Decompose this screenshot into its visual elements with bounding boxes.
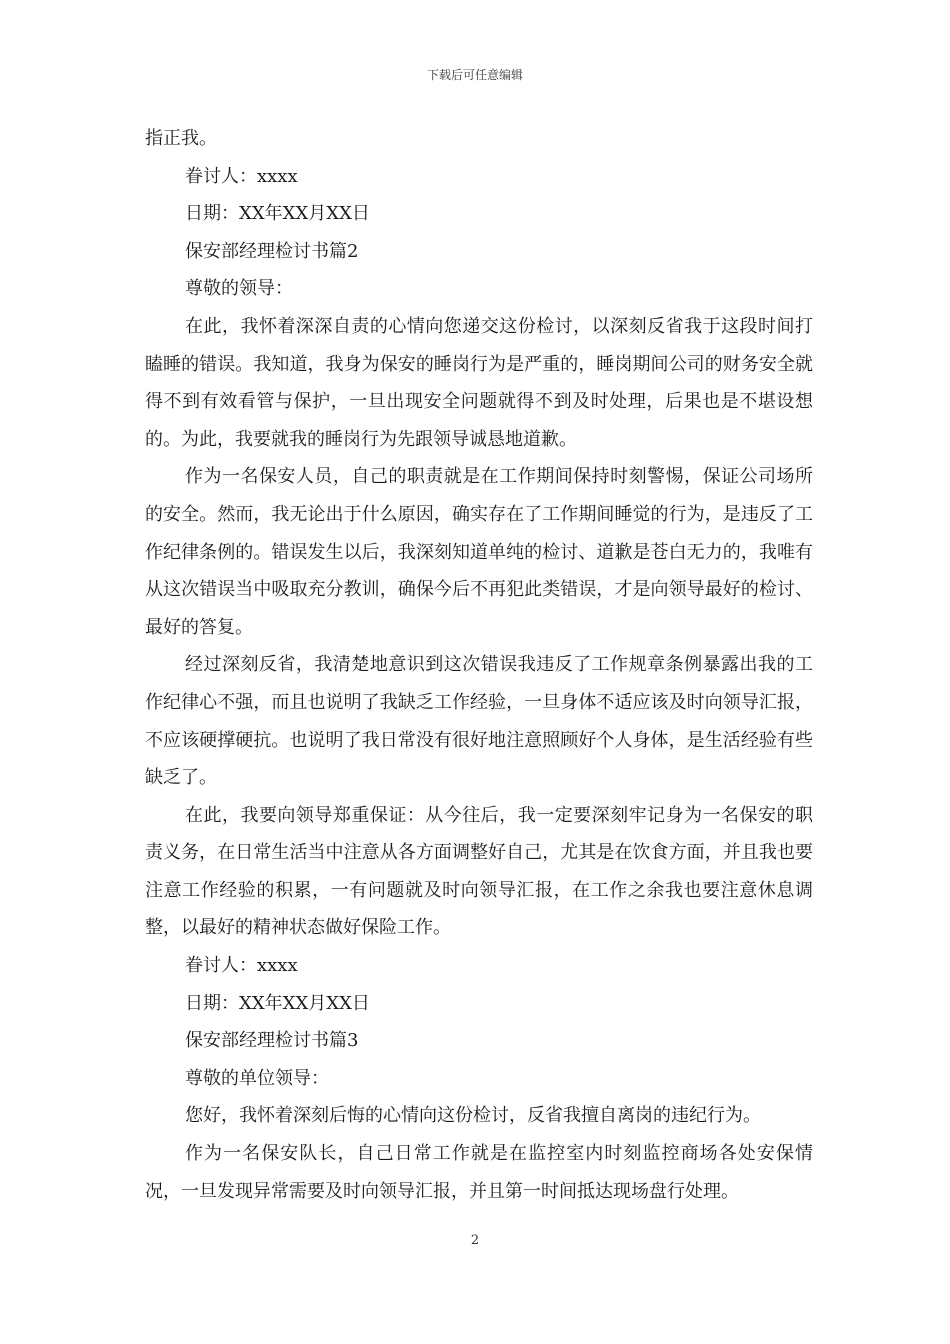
date-line: 日期：XX年XX月XX日 xyxy=(185,992,370,1014)
paragraph: 指正我。 xyxy=(145,128,217,149)
section-title: 保安部经理检讨书篇2 xyxy=(185,240,359,262)
paragraph: 作为一名保安队长，自己日常工作就是在监控室内时刻监控商场各处安保情况，一旦发现异常需要及时向领导汇报，并且第一时间抵达现场盘行处理。 xyxy=(145,1143,813,1202)
paragraph: 在此，我要向领导郑重保证：从今往后，我一定要深刻牢记身为一名保安的职责义务，在日常生活当中注意从各方面调整好自己，尤其是在饮食方面，并且我也要注意工作经验的积累，一有问题就及时向领导汇报，在工作之余我也要注意休息调整，以最好的精神状态做好保险工作。 xyxy=(145,804,813,939)
date-line: 日期：XX年XX月XX日 xyxy=(185,203,370,225)
paragraph: 经过深刻反省，我清楚地意识到这次错误我违反了工作规章条例暴露出我的工作纪律心不强，而且也说明了我缺乏工作经验，一旦身体不适应该及时向领导汇报，不应该硬撑硬抗。也说明了我日常没有很好地注意照顾好个人身体，是生活经验有些缺乏了。 xyxy=(145,654,813,789)
page-number: 2 xyxy=(470,1233,480,1248)
signature-line: 眷讨人：xxxx xyxy=(185,165,298,187)
paragraph: 您好，我怀着深刻后悔的心情向这份检讨，反省我擅自离岗的违纪行为。 xyxy=(185,1105,761,1127)
greeting: 尊敬的领导： xyxy=(185,278,293,300)
paragraph: 在此，我怀着深深自责的心情向您递交这份检讨，以深刻反省我于这段时间打瞌睡的错误。我知道，我身为保安的睡岗行为是严重的，睡岗期间公司的财务安全就得不到有效看管与保护，一旦出现安全问题就得不到及时处理，后果也是不堪设想的。为此，我要就我的睡岗行为先跟领导诚恳地道歉。 xyxy=(145,315,813,450)
greeting: 尊敬的单位领导： xyxy=(185,1067,329,1089)
paragraph: 作为一名保安人员，自己的职责就是在工作期间保持时刻警惕，保证公司场所的安全。然而，我无论出于什么原因，确实存在了工作期间睡觉的行为，是违反了工作纪律条例的。错误发生以后，我深刻知道单纯的检讨、道歉是苍白无力的，我唯有从这次错误当中吸取充分教训，确保今后不再犯此类错误，才是向领导最好的检讨、最好的答复。 xyxy=(145,466,813,638)
page-header: 下载后可任意编辑 xyxy=(426,68,523,82)
document-body xyxy=(145,120,813,1210)
signature-line: 眷讨人：xxxx xyxy=(185,955,298,977)
section-title: 保安部经理检讨书篇3 xyxy=(185,1030,359,1052)
